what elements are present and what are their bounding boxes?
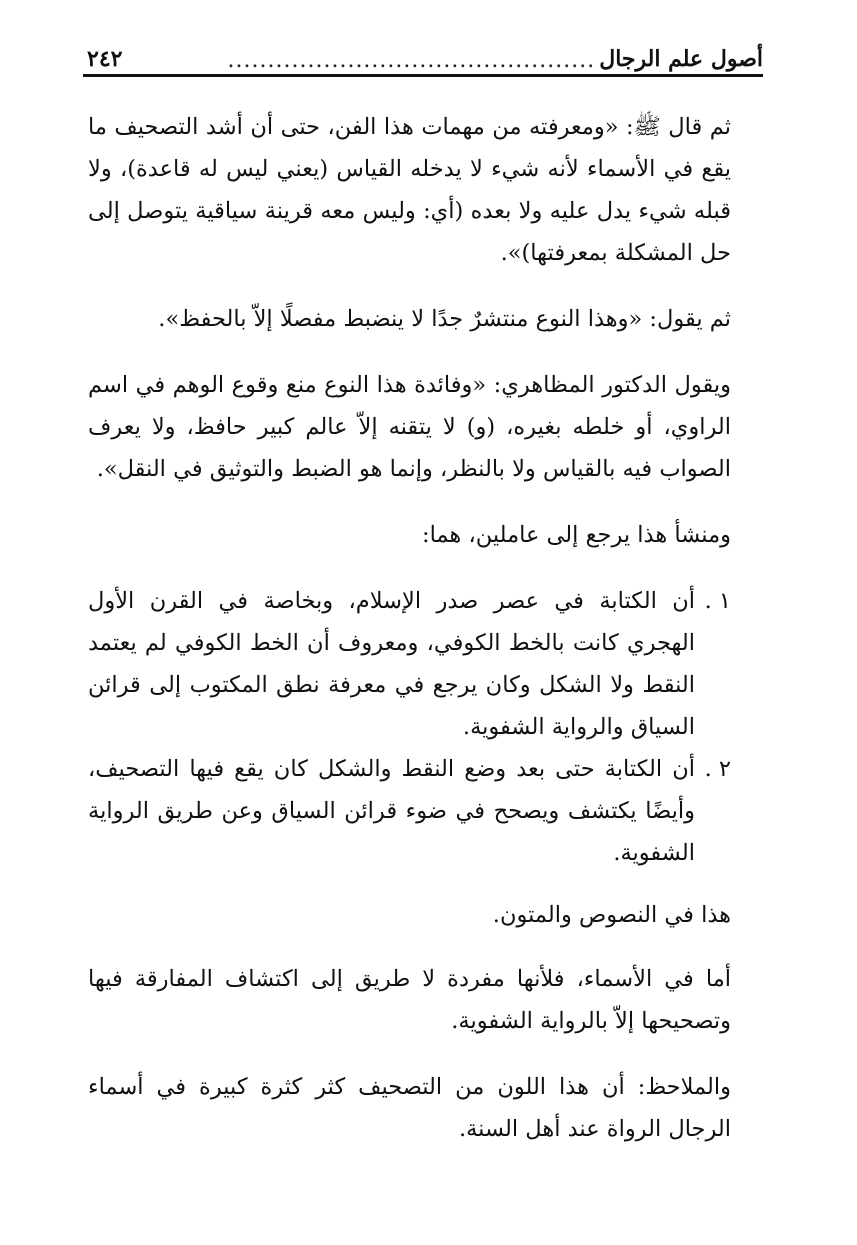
list-item-number: ١ . <box>704 588 731 614</box>
list-item-text: أن الكتابة حتى بعد وضع النقط والشكل كان يقع فيها التصحيف، وأيضًا يكتشف ويصحح في ضوء قرائن السياق وعن طريق الرواية الشفوية. <box>88 756 695 866</box>
paragraph-text: ومنشأ هذا يرجع إلى عاملين، هما: <box>421 522 731 548</box>
paragraph-texts-note <box>88 894 731 936</box>
page-number: ٢٤٢ <box>87 46 123 72</box>
paragraph-text: ويقول الدكتور المظاهري: «وفائدة هذا النوع منع وقوع الوهم في اسم الراوي، أو خلطه بغيره، (و) لا يتقنه إلاّ عالم كبير حافظ، ولا يعرف الصواب فيه بالقياس ولا بالنظر، وإنما هو الضبط والتوثيق في النقل». <box>88 372 731 482</box>
book-title: أصول علم الرجال <box>599 46 763 72</box>
paragraph-observation <box>88 1066 731 1150</box>
paragraph-text: ثم يقول: «وهذا النوع منتشرٌ جدًا لا ينضبط مفصلًا إلاّ بالحفظ». <box>158 306 731 332</box>
list-item-number: ٢ . <box>704 756 731 782</box>
header-leader-dots: .............................................. <box>227 48 596 73</box>
paragraph-intro-list <box>88 514 731 556</box>
list-item <box>88 580 731 748</box>
paragraph-quote-2 <box>88 298 731 340</box>
running-header <box>83 38 763 77</box>
paragraph-text: هذا في النصوص والمتون. <box>492 902 731 928</box>
paragraph-text: ثم قال ﷺ: «ومعرفته من مهمات هذا الفن، حتى أن أشد التصحيف ما يقع في الأسماء لأنه شيء لا يدخله القياس (يعني ليس له قاعدة)، ولا قبله شيء يدل عليه ولا بعده (أي: وليس معه قرينة سياقية يتوصل إلى حل المشكلة بمعرفتها)». <box>88 114 731 266</box>
paragraph-quote-3 <box>88 364 731 490</box>
paragraph-text: أما في الأسماء، فلأنها مفردة لا طريق إلى اكتشاف المفارقة فيها وتصحيحها إلاّ بالرواية الشفوية. <box>88 966 731 1034</box>
page-body <box>88 106 731 1174</box>
list-item-text: أن الكتابة في عصر صدر الإسلام، وبخاصة في القرن الأول الهجري كانت بالخط الكوفي، ومعروف أن الخط الكوفي لم يعتمد النقط ولا الشكل وكان يرجع في معرفة نطق المكتوب إلى قرائن السياق والرواية الشفوية. <box>88 588 695 740</box>
paragraph-text: والملاحظ: أن هذا اللون من التصحيف كثر كثرة كبيرة في أسماء الرجال الرواة عند أهل السنة. <box>88 1074 731 1142</box>
paragraph-names-note <box>88 958 731 1042</box>
paragraph-quote-1 <box>88 106 731 274</box>
numbered-list <box>88 580 731 874</box>
list-item <box>88 748 731 874</box>
